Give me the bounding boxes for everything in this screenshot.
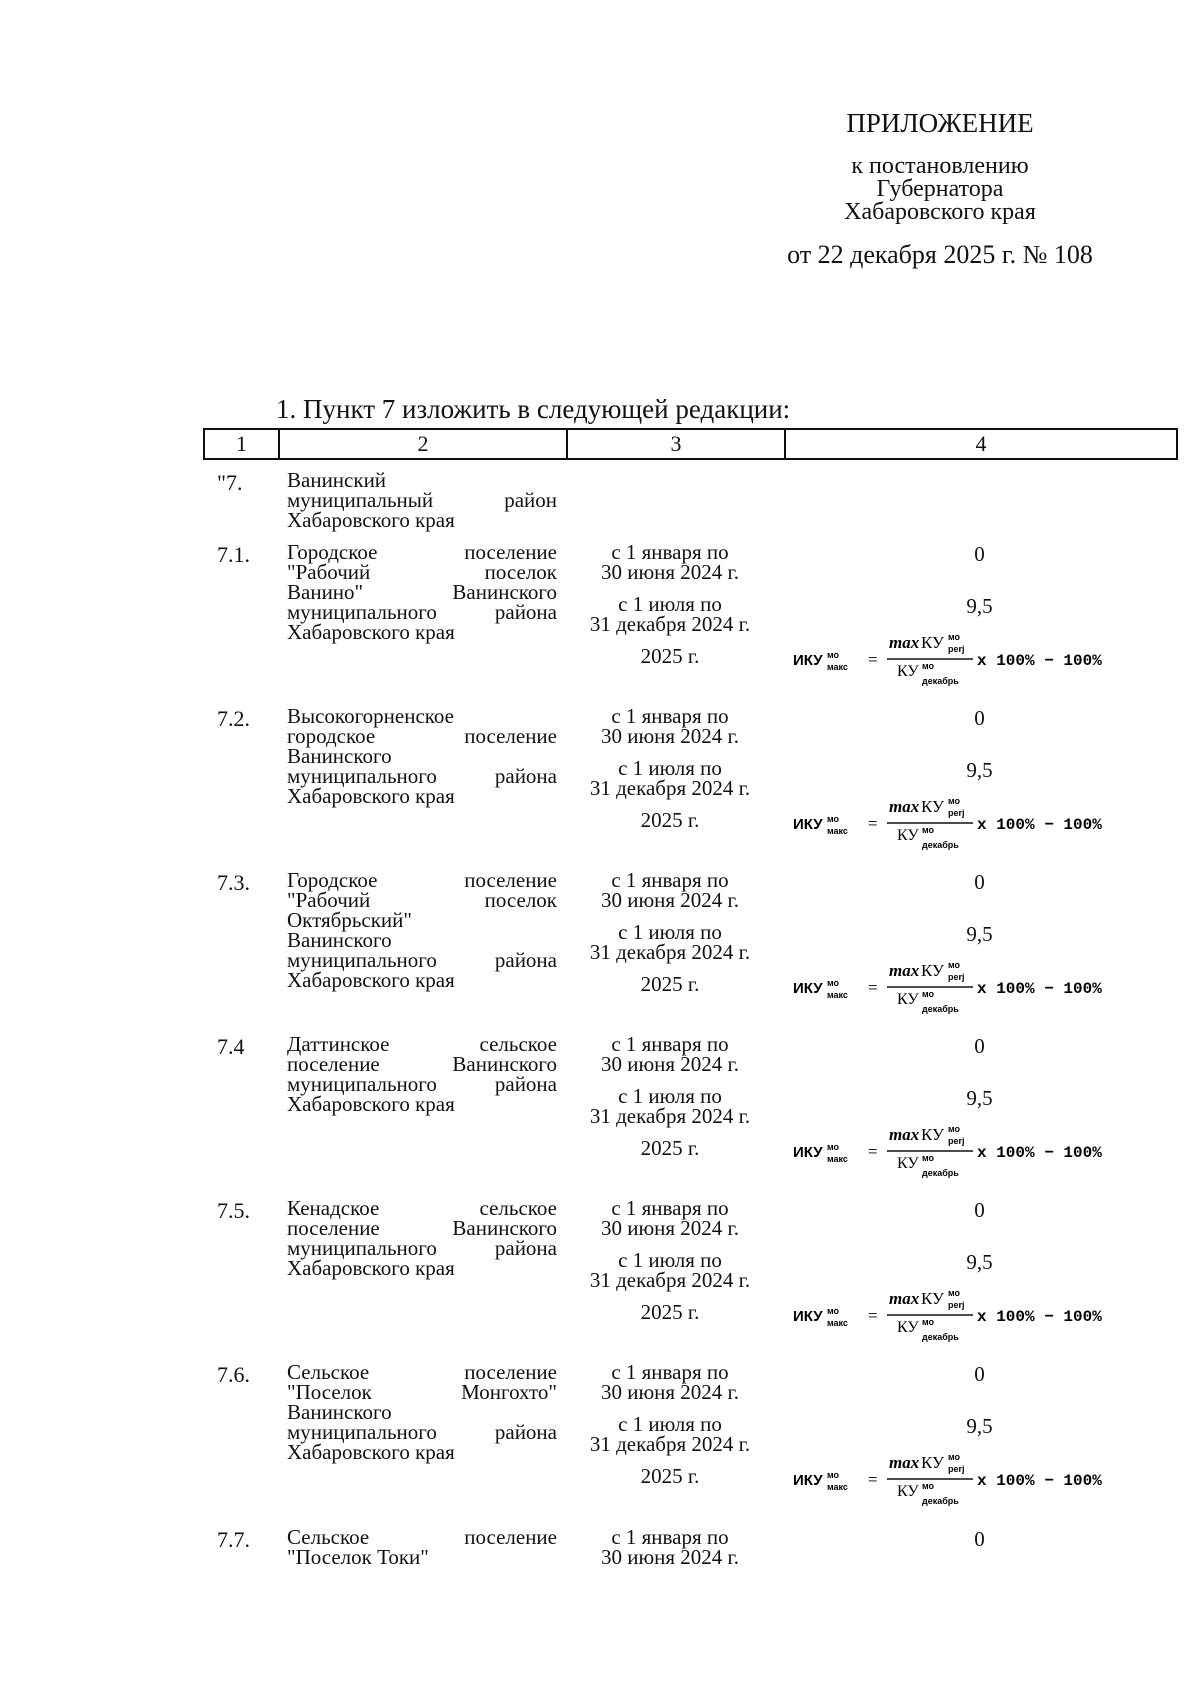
formula-eq: = [868, 1306, 878, 1325]
formula-tail: x 100% − 100% [977, 980, 1102, 998]
appendix-line-1: к постановлению [851, 153, 1029, 179]
period-2-line-1: с 1 июля по [618, 920, 722, 944]
table-header-cell-4: 4 [975, 431, 987, 456]
formula-lhs-sub: макс [827, 1482, 848, 1492]
formula-graphic [793, 1120, 1183, 1178]
formula-graphic [793, 1284, 1183, 1342]
formula-num-sub: perj [948, 644, 965, 654]
period-2-line-2: 31 декабря 2024 г. [589, 776, 751, 800]
formula-den-sub: декабрь [922, 840, 959, 850]
value-period-1: 0 [974, 870, 985, 894]
row-name-line: муниципального района [287, 1236, 557, 1260]
formula-den-sub: декабрь [922, 676, 959, 686]
formula-tail: x 100% − 100% [977, 1472, 1102, 1490]
row-name-line: "Рабочий поселок [287, 888, 557, 912]
period-1-line-1: с 1 января по [611, 1032, 729, 1056]
formula-num-sub: perj [948, 1136, 965, 1146]
section-name-line: муниципальный район [287, 488, 557, 512]
period-1 [562, 1527, 778, 1567]
value-period-1: 0 [974, 706, 985, 730]
period-2-line-2: 31 декабря 2024 г. [589, 1432, 751, 1456]
row-name-line: Кенадское сельское [287, 1196, 557, 1220]
period-1-line-2: 30 июня 2024 г. [600, 1216, 740, 1240]
formula-lhs-sub: макс [827, 662, 848, 672]
formula-den-sup: мо [922, 1317, 935, 1327]
formula-lhs-sub: макс [827, 1318, 848, 1328]
row-name [287, 1034, 557, 1114]
period-2 [562, 1086, 778, 1126]
value-period-1: 0 [974, 1198, 985, 1222]
formula-graphic [793, 1448, 1183, 1506]
appendix-line-3: Хабаровского края [844, 199, 1036, 225]
row-number: 7.3. [217, 870, 250, 895]
row-name-line: муниципального района [287, 1072, 557, 1096]
formula-den-sup: мо [922, 661, 935, 671]
formula [793, 628, 1183, 686]
value-period-1: 0 [974, 542, 985, 566]
formula-lhs: ИКУ [793, 1472, 823, 1489]
formula-lhs: ИКУ [793, 652, 823, 669]
row-name-line: Хабаровского края [287, 1256, 455, 1280]
appendix-line-2: Губернатора [876, 176, 1004, 202]
row-number: 7.5. [217, 1198, 250, 1223]
row-name-line: "Рабочий поселок [287, 560, 557, 584]
period-3: 2025 г. [640, 1136, 700, 1160]
period-1-line-1: с 1 января по [611, 868, 729, 892]
formula-den-sub: декабрь [922, 1168, 959, 1178]
period-1-line-1: с 1 января по [611, 1360, 729, 1384]
period-1-line-2: 30 июня 2024 г. [600, 724, 740, 748]
formula-graphic [793, 792, 1183, 850]
section-row [203, 470, 1178, 532]
formula-graphic [793, 956, 1183, 1014]
row-name-line: городское поселение [287, 724, 557, 748]
row-name-line: Городское поселение [287, 868, 557, 892]
formula-den-sup: мо [922, 989, 935, 999]
formula-lhs-sup: мо [827, 650, 840, 660]
period-1-line-2: 30 июня 2024 г. [600, 1545, 740, 1569]
row-name-line: Хабаровского края [287, 1440, 455, 1464]
period-1-line-2: 30 июня 2024 г. [600, 1380, 740, 1404]
value-period-1: 0 [974, 1034, 985, 1058]
formula-eq: = [868, 978, 878, 997]
row-name [287, 706, 557, 806]
value-period-2: 9,5 [966, 1250, 993, 1274]
row-name-line: Ванинского [287, 744, 392, 768]
period-2 [562, 1250, 778, 1290]
row-name [287, 870, 557, 990]
period-1-line-1: с 1 января по [611, 1196, 729, 1220]
row-number: 7.7. [217, 1527, 250, 1552]
period-2 [562, 922, 778, 962]
formula-den-ku: КУ [897, 663, 919, 680]
formula-max: max [889, 1289, 920, 1308]
formula-den-ku: КУ [897, 1319, 919, 1336]
formula-lhs: ИКУ [793, 980, 823, 997]
row-name-line: муниципального района [287, 948, 557, 972]
formula-eq: = [868, 1470, 878, 1489]
period-1-line-1: с 1 января по [611, 1525, 729, 1549]
period-3: 2025 г. [640, 644, 700, 668]
period-1 [562, 1034, 778, 1074]
value-period-2: 9,5 [966, 758, 993, 782]
row-name-line: "Поселок Токи" [287, 1545, 429, 1569]
formula-lhs: ИКУ [793, 1144, 823, 1161]
table-header-cell-1: 1 [205, 430, 280, 458]
table-header-row [203, 428, 1178, 460]
period-2 [562, 594, 778, 634]
formula-max: max [889, 633, 920, 652]
period-2-line-1: с 1 июля по [618, 1412, 722, 1436]
row-name-line: поселение Ванинского [287, 1216, 557, 1240]
appendix-date: от 22 декабря 2025 г. № 108 [787, 240, 1093, 269]
formula-tail: x 100% − 100% [977, 1144, 1102, 1162]
formula-graphic [793, 628, 1183, 686]
row-name [287, 542, 557, 642]
formula-num-sup: мо [948, 960, 961, 970]
formula [793, 1284, 1183, 1342]
formula-den-sup: мо [922, 1481, 935, 1491]
formula-num-sub: perj [948, 1300, 965, 1310]
row-number: 7.6. [217, 1362, 250, 1387]
formula-num-sup: мо [948, 1288, 961, 1298]
formula-lhs-sup: мо [827, 1306, 840, 1316]
period-1 [562, 870, 778, 910]
period-1-line-2: 30 июня 2024 г. [600, 1052, 740, 1076]
row-name-line: "Поселок Монгохто" [287, 1380, 557, 1404]
formula-max: max [889, 797, 920, 816]
row-name-line: Ванинского [287, 1400, 392, 1424]
period-2-line-2: 31 декабря 2024 г. [589, 940, 751, 964]
intro-paragraph: 1. Пункт 7 изложить в следующей редакции: [276, 394, 791, 424]
formula [793, 1448, 1183, 1506]
period-1-line-2: 30 июня 2024 г. [600, 560, 740, 584]
table-header-cell-2: 2 [280, 430, 568, 458]
value-period-2: 9,5 [966, 1414, 993, 1438]
formula-tail: x 100% − 100% [977, 652, 1102, 670]
section-name-line: Хабаровского края [287, 508, 455, 532]
row-name-line: Хабаровского края [287, 620, 455, 644]
formula-num-sup: мо [948, 632, 961, 642]
section-name [287, 470, 557, 530]
formula-den-ku: КУ [897, 827, 919, 844]
period-1-line-2: 30 июня 2024 г. [600, 888, 740, 912]
row-name-line: муниципального района [287, 600, 557, 624]
section-number: "7. [217, 470, 243, 495]
formula-eq: = [868, 1142, 878, 1161]
row-name-line: Даттинское сельское [287, 1032, 557, 1056]
formula-lhs-sup: мо [827, 814, 840, 824]
period-1-line-1: с 1 января по [611, 704, 729, 728]
period-2 [562, 1414, 778, 1454]
row-name-line: Высокогорненское [287, 704, 454, 728]
row-name-line: Хабаровского края [287, 784, 455, 808]
formula-lhs: ИКУ [793, 816, 823, 833]
formula-den-sub: декабрь [922, 1496, 959, 1506]
formula-den-sub: декабрь [922, 1332, 959, 1342]
formula-max: max [889, 1125, 920, 1144]
period-2-line-2: 31 декабря 2024 г. [589, 1268, 751, 1292]
formula-den-ku: КУ [897, 1155, 919, 1172]
period-1 [562, 1362, 778, 1402]
formula-den-sub: декабрь [922, 1004, 959, 1014]
formula-num-ku: КУ [921, 1125, 945, 1144]
formula-lhs-sup: мо [827, 1142, 840, 1152]
value-period-1: 0 [974, 1527, 985, 1551]
period-3: 2025 г. [640, 972, 700, 996]
period-1-line-1: с 1 января по [611, 540, 729, 564]
row-name [287, 1527, 557, 1567]
period-2 [562, 758, 778, 798]
value-period-1: 0 [974, 1362, 985, 1386]
row-name-line: Ванино" Ванинского [287, 580, 557, 604]
row-name-line: Сельское поселение [287, 1360, 557, 1384]
row-number: 7.1. [217, 542, 250, 567]
formula-num-sub: perj [948, 972, 965, 982]
row-name-line: муниципального района [287, 764, 557, 788]
formula-max: max [889, 961, 920, 980]
formula-lhs-sup: мо [827, 1470, 840, 1480]
row-name [287, 1198, 557, 1278]
row-number: 7.4 [217, 1034, 245, 1059]
row-number: 7.2. [217, 706, 250, 731]
formula-eq: = [868, 650, 878, 669]
formula-lhs-sub: макс [827, 1154, 848, 1164]
formula-tail: x 100% − 100% [977, 1308, 1102, 1326]
period-2-line-1: с 1 июля по [618, 592, 722, 616]
row-name-line: муниципального района [287, 1420, 557, 1444]
period-3: 2025 г. [640, 1464, 700, 1488]
period-3: 2025 г. [640, 1300, 700, 1324]
formula [793, 1120, 1183, 1178]
formula-num-ku: КУ [921, 1453, 945, 1472]
formula-num-sub: perj [948, 808, 965, 818]
row-name-line: поселение Ванинского [287, 1052, 557, 1076]
period-2-line-1: с 1 июля по [618, 756, 722, 780]
value-period-2: 9,5 [966, 1086, 993, 1110]
formula-num-ku: КУ [921, 1289, 945, 1308]
period-2-line-1: с 1 июля по [618, 1084, 722, 1108]
period-1 [562, 542, 778, 582]
period-1 [562, 1198, 778, 1238]
table-header-cell-3: 3 [568, 430, 786, 458]
period-3: 2025 г. [640, 808, 700, 832]
row-name-line: Хабаровского края [287, 968, 455, 992]
formula-lhs-sup: мо [827, 978, 840, 988]
formula-lhs: ИКУ [793, 1308, 823, 1325]
formula-num-ku: КУ [921, 961, 945, 980]
formula-den-sup: мо [922, 825, 935, 835]
row-name-line: Октябрьский" [287, 908, 412, 932]
formula-num-sup: мо [948, 1124, 961, 1134]
formula-den-ku: КУ [897, 991, 919, 1008]
period-2-line-2: 31 декабря 2024 г. [589, 612, 751, 636]
period-1 [562, 706, 778, 746]
formula-num-ku: КУ [921, 633, 945, 652]
appendix-title: ПРИЛОЖЕНИЕ [846, 108, 1034, 138]
formula-den-ku: КУ [897, 1483, 919, 1500]
formula-lhs-sub: макс [827, 990, 848, 1000]
formula-num-sup: мо [948, 796, 961, 806]
row-name [287, 1362, 557, 1462]
formula-eq: = [868, 814, 878, 833]
row-name-line: Хабаровского края [287, 1092, 455, 1116]
formula-num-sup: мо [948, 1452, 961, 1462]
value-period-2: 9,5 [966, 922, 993, 946]
row-name-line: Городское поселение [287, 540, 557, 564]
formula [793, 792, 1183, 850]
formula-num-ku: КУ [921, 797, 945, 816]
value-period-2: 9,5 [966, 594, 993, 618]
period-2-line-1: с 1 июля по [618, 1248, 722, 1272]
formula-lhs-sub: макс [827, 826, 848, 836]
formula-den-sup: мо [922, 1153, 935, 1163]
period-2-line-2: 31 декабря 2024 г. [589, 1104, 751, 1128]
formula-num-sub: perj [948, 1464, 965, 1474]
formula-tail: x 100% − 100% [977, 816, 1102, 834]
formula [793, 956, 1183, 1014]
appendix-header [760, 108, 1120, 270]
section-name-line: Ванинский [287, 468, 387, 492]
formula-max: max [889, 1453, 920, 1472]
row-name-line: Сельское поселение [287, 1525, 557, 1549]
row-name-line: Ванинского [287, 928, 392, 952]
